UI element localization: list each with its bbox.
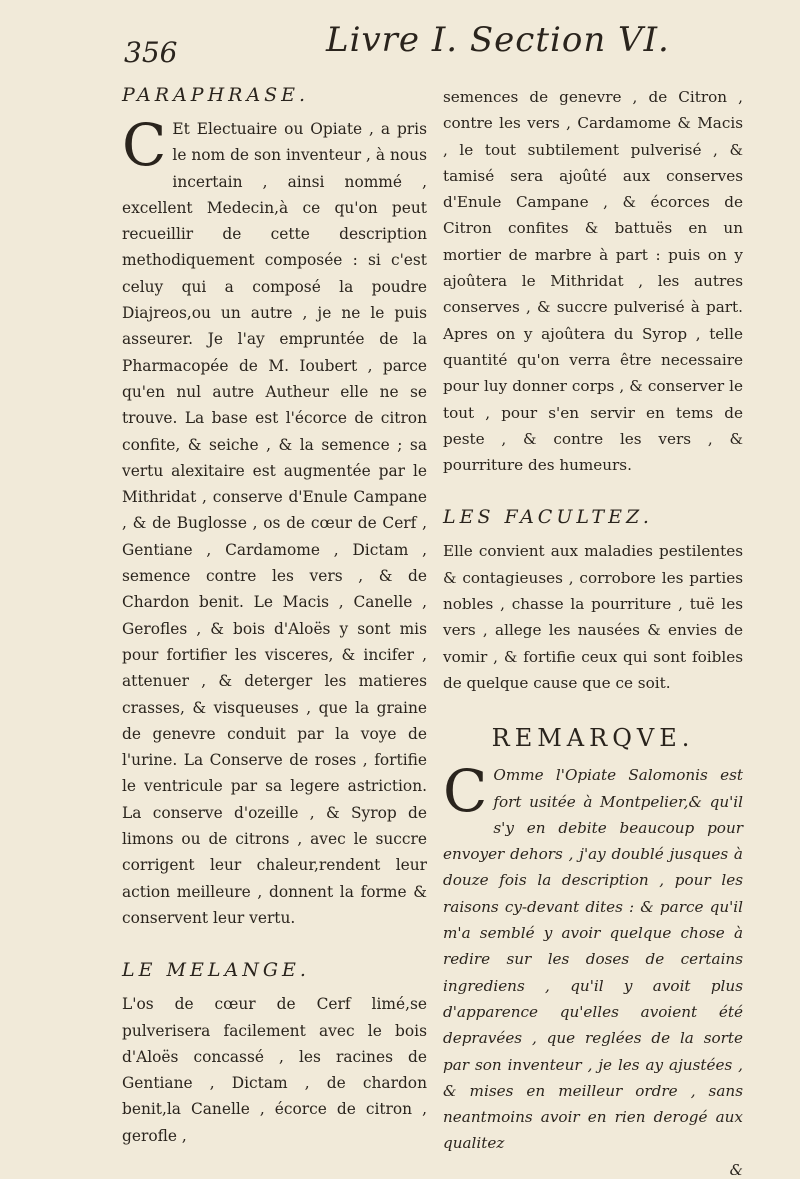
melange-paragraph: L'os de cœur de Cerf limé,se pulverisera facilement avec le bois d'Aloës concassé , les racines de Gentiane , Dictam , de chardon benit,la Canelle , écorce de citron , gerofle , (122, 995, 427, 1145)
paraphrase-text: Et Electuaire ou Opiate , a pris le nom de son inventeur , à nous incertain , ainsi nommé , excellent Medecin,à ce qu'on peut recueillir de cette description methodiquement composée : si c'est celuy qui a composé la poudre Diajreos,ou un autre , je ne le puis asseurer. Je l'ay empruntée de la Pharmacopée de M. Ioubert , parce qu'en nul autre Autheur elle ne se trouve. La base est l'écorce de citron confite, & seiche , & la semence ; sa vertu alexitaire est augmentée par le Mithridat , conserve d'Enule Campane , & de Buglosse , os de cœur de Cerf , Gentiane , Cardamome , Dictam , semence contre les vers , & de Chardon benit. Le Macis , Canelle , Gerofles , & bois d'Aloës y sont mis pour fortifier les visceres, & incifer , attenuer , & deterger les matieres crasses, & visqueuses , que la graine de genevre conduit par la voye de l'urine. La Conserve de roses , fortifie le ventricule par sa legere astriction. La conserve d'ozeille , & Syrop de limons ou de citrons , avec le succre corrigent leur chaleur,rendent leur action meilleure , donnent la forme & conservent leur vertu. (122, 120, 427, 927)
drop-cap: C (122, 111, 167, 179)
remarque-text: Omme l'Opiate Salomonis est fort usitée à Montpelier,& qu'il s'y en debite beaucoup pour envoyer dehors , j'ay doublé jusques à douze fois la description , pour les raisons cy-devant dites : & parce qu'il m'a semblé y avoir quelque chose à redire sur les doses de certains ingrediens , qu'il y avoit plus d'apparence qu'elles avoient été depravées , que reglées de la sorte par son inventeur , je les ay ajustées , & mises en meilleur ordre , sans neantmoins avoir en rien derogé aux qualitez (443, 766, 743, 1153)
catchword: & (729, 1160, 743, 1179)
running-head: Livre I. Section VI. (326, 20, 670, 60)
left-column (122, 84, 427, 1159)
page-number: 356 (124, 36, 178, 69)
right-column (443, 84, 743, 1179)
drop-cap: C (443, 757, 488, 826)
heading-paraphrase: PARAPHRASE. (122, 84, 310, 106)
heading-melange: LE MELANGE. (122, 959, 310, 982)
facultez-paragraph: Elle convient aux maladies pestilentes & contagieuses , corrobore les parties nobles , chasse la pourriture , tuë les vers , allege les nausées & envies de vomir , & fortifie ceux qui sont foibles de quelque cause que ce soit. (443, 542, 743, 692)
remarque-paragraph (443, 757, 743, 1156)
heading-facultez: LES FACULTEZ. (443, 506, 653, 529)
heading-remarque: REMARQVE. (491, 724, 695, 753)
paraphrase-paragraph (122, 111, 427, 931)
melange-continued-paragraph: semences de genevre , de Citron , contre les vers , Cardamome & Macis , le tout subtilement pulverisé , & tamisé sera ajoûté aux conserves d'Enule Campane , & écorces de Citron confites & battuës en un mortier de marbre à part : puis on y ajoûtera le Mithridat , les autres conserves , & succre pulverisé à part. Apres on y ajoûtera du Syrop , telle quantité qu'on verra être necessaire pour luy donner corps , & conserver le tout , pour s'en servir en tems de peste , & contre les vers , & pourriture des humeurs. (443, 88, 743, 475)
